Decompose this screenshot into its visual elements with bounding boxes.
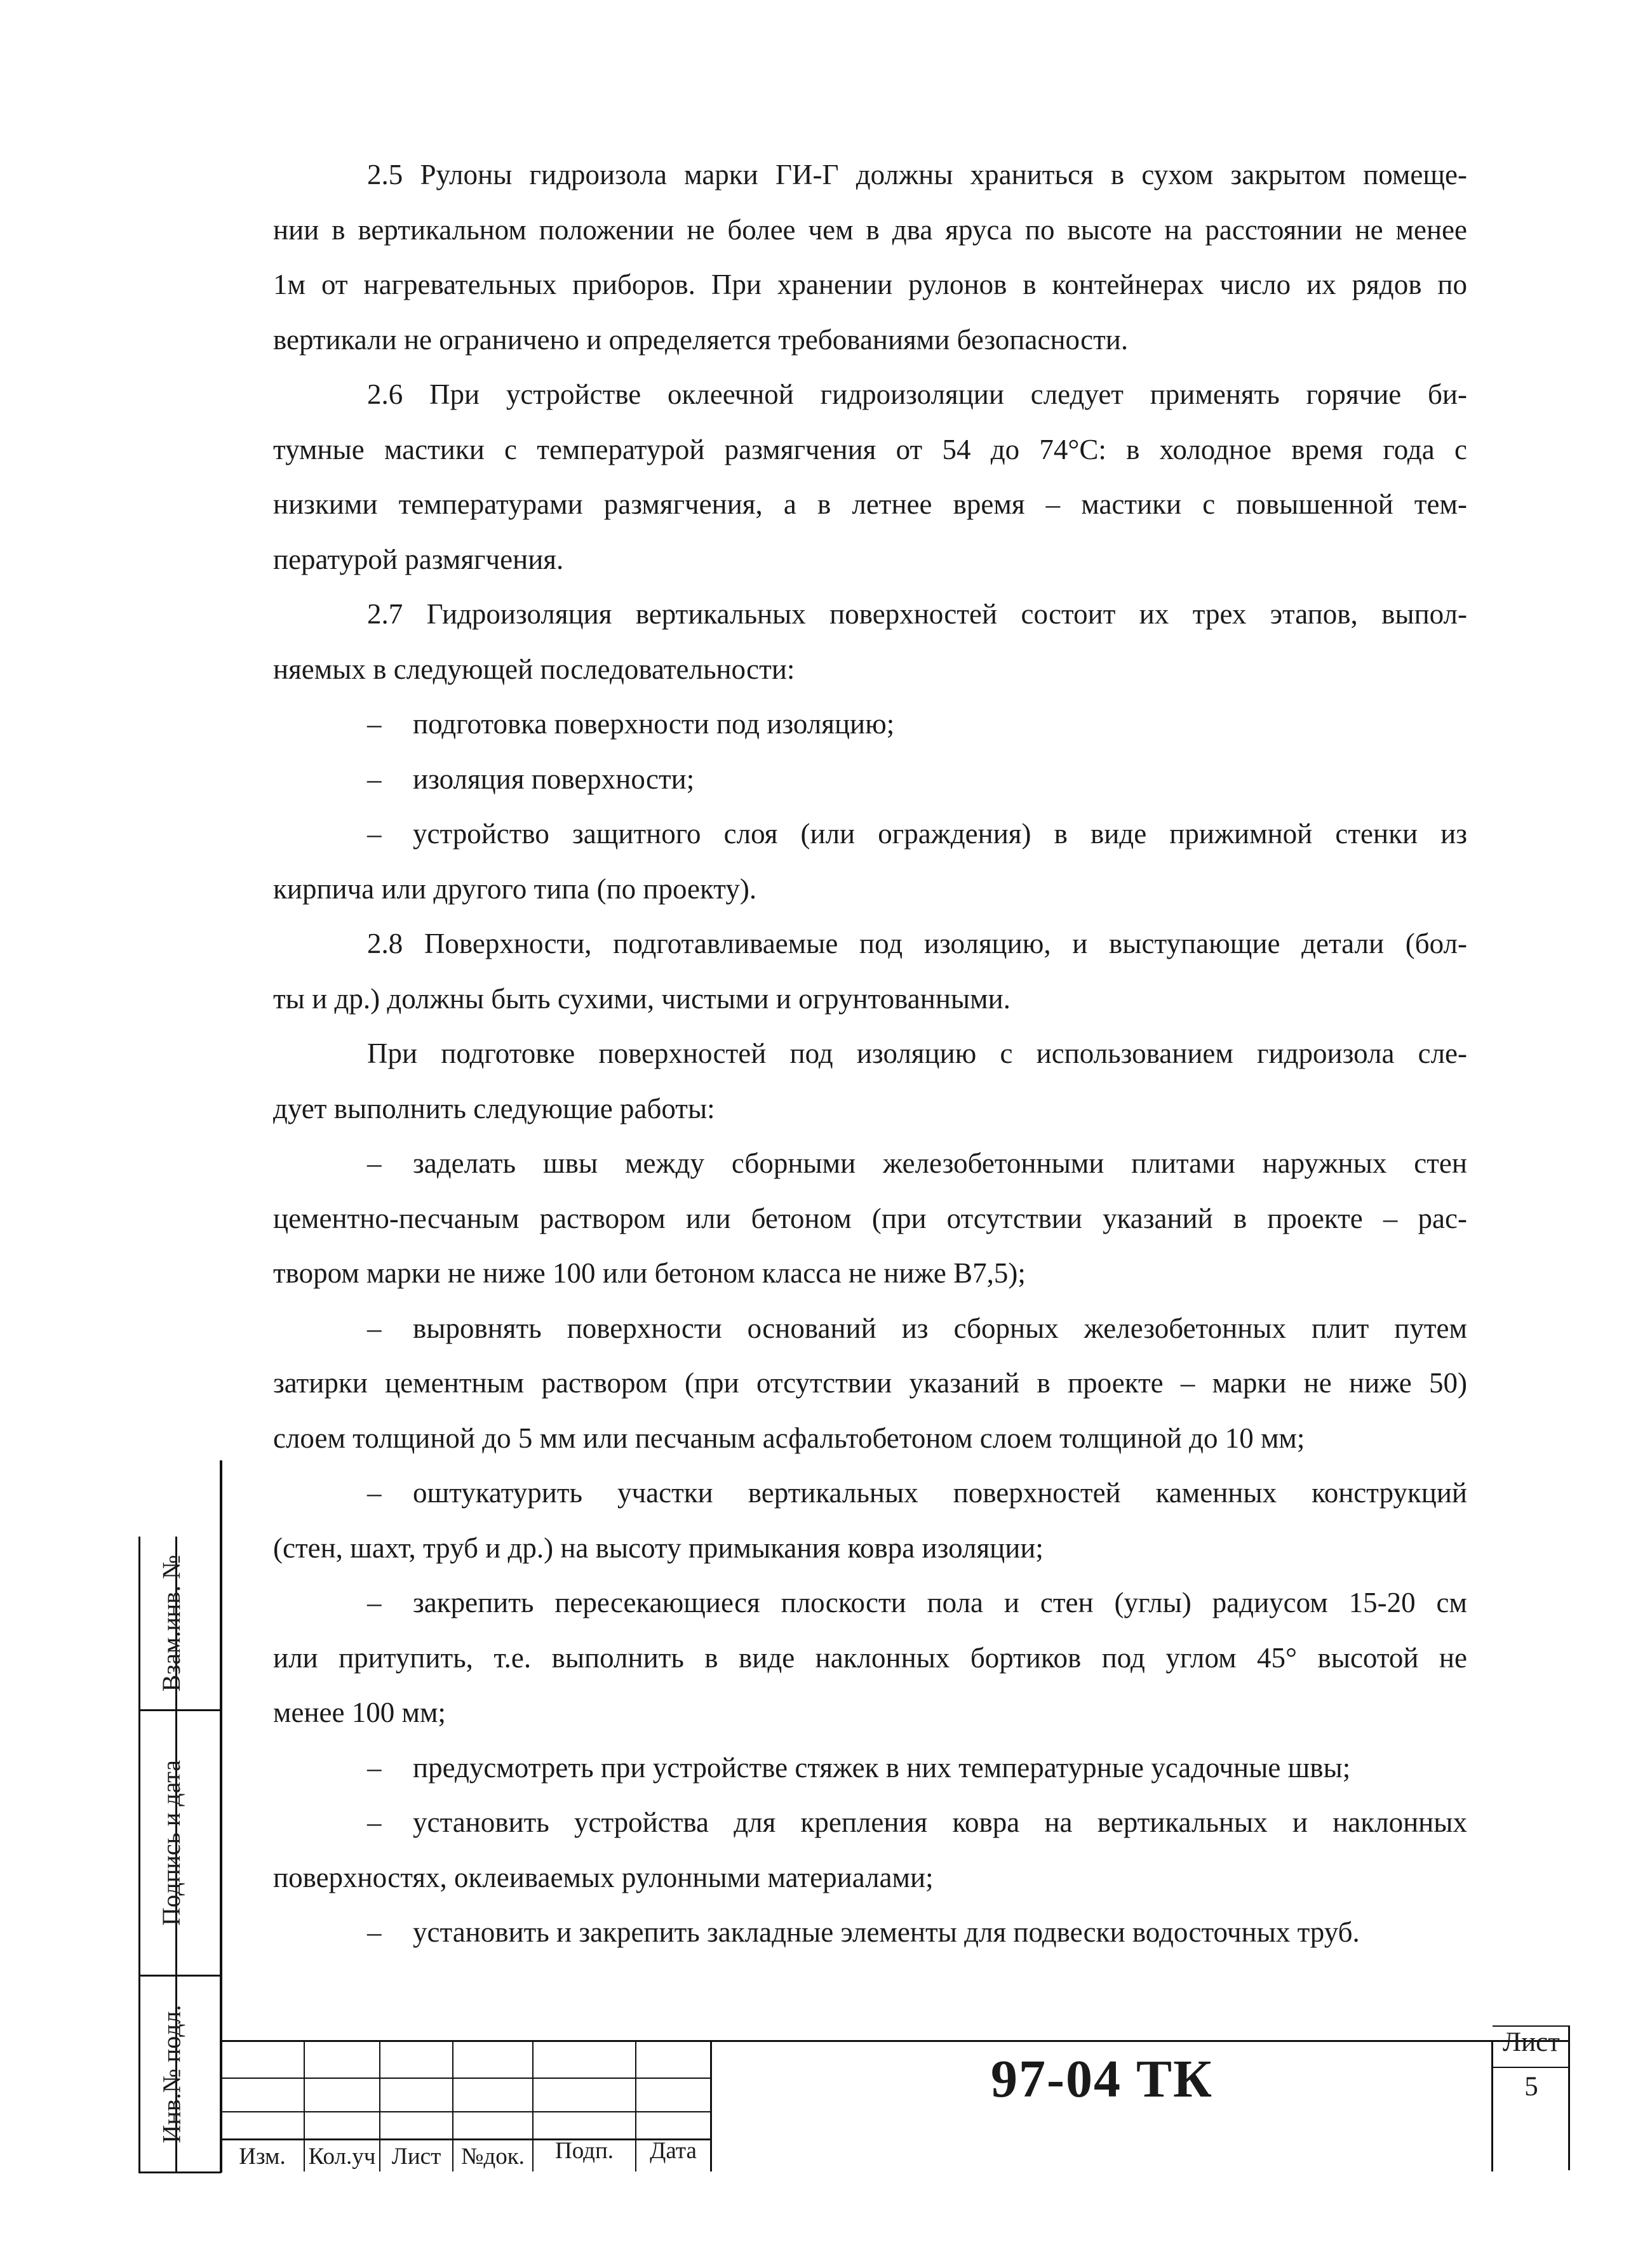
sheet-number: 5 bbox=[1524, 2072, 1538, 2102]
margin-bottom bbox=[138, 2171, 221, 2173]
signature-date-cell bbox=[138, 1711, 220, 1975]
paragraph-line: При подготовке поверхностей под изоляцию с использованием гидроизола сле- bbox=[367, 1037, 1467, 1069]
list-item-line bbox=[273, 1575, 1467, 1631]
list-item-line: затирки цементным раствором (при отсутствии указаний в проекте – марки не ниже 50) bbox=[273, 1367, 1467, 1399]
dash-bullet: – bbox=[367, 818, 382, 850]
paragraph-line: пературой размягчения. bbox=[273, 543, 564, 575]
list-item-line bbox=[273, 1136, 1467, 1191]
paragraph-line: 2.6 При устройстве оклеечной гидроизоляции следует применять горячие би- bbox=[367, 378, 1467, 410]
list-item-text: установить устройства для крепления ковра на вертикальных и наклонных bbox=[413, 1806, 1467, 1838]
paragraph-line: 2.7 Гидроизоляция вертикальных поверхностей состоит их трех этапов, выпол- bbox=[367, 598, 1467, 630]
list-item-text: выровнять поверхности оснований из сборных железобетонных плит путем bbox=[413, 1312, 1467, 1344]
list-item-line: твором марки не ниже 100 или бетоном класса не ниже В7,5); bbox=[273, 1257, 1026, 1289]
dash-bullet: – bbox=[367, 1587, 382, 1618]
list-item-text: устройство защитного слоя (или ограждения) в виде прижимной стенки из bbox=[413, 818, 1467, 850]
list-item-text: заделать швы между сборными железобетонными плитами наружных стен bbox=[413, 1147, 1467, 1179]
dash-bullet: – bbox=[367, 1147, 382, 1179]
list-item-line: кирпича или другого типа (по проекту). bbox=[273, 872, 757, 905]
dash-bullet: – bbox=[367, 708, 382, 740]
list-item-line: поверхностях, оклеиваемых рулонными материалами; bbox=[273, 1861, 934, 1893]
col-kol-uch: Кол.уч bbox=[308, 2144, 376, 2170]
list-item-line: или притупить, т.е. выполнить в виде наклонных бортиков под углом 45° высотой не bbox=[273, 1641, 1467, 1674]
list-item-line bbox=[273, 806, 1467, 862]
list-item-text: подготовка поверхности под изоляцию; bbox=[413, 708, 895, 740]
paragraph-line: ты и др.) должны быть сухими, чистыми и огрунтованными. bbox=[273, 982, 1010, 1015]
list-item-line bbox=[273, 1740, 1467, 1796]
col-list: Лист bbox=[391, 2144, 441, 2170]
list-item-text: изоляция поверхности; bbox=[413, 763, 695, 795]
paragraph-line: няемых в следующей последовательности: bbox=[273, 653, 795, 685]
paragraph-line: дует выполнить следующие работы: bbox=[273, 1092, 715, 1124]
paragraph-line: низкими температурами размягчения, а в летнее время – мастики с повышенной тем- bbox=[273, 488, 1467, 520]
list-item-text: предусмотреть при устройстве стяжек в них температурные усадочные швы; bbox=[413, 1751, 1351, 1784]
list-item-text: оштукатурить участки вертикальных поверхностей каменных конструкций bbox=[413, 1477, 1467, 1509]
margin-line-right bbox=[220, 1460, 222, 2173]
col-podp: Подп. bbox=[554, 2138, 614, 2164]
dash-bullet: – bbox=[367, 1916, 382, 1948]
signature-date-label: Подпись и дата bbox=[157, 1759, 186, 1926]
list-item-line bbox=[273, 1795, 1467, 1850]
col-data: Дата bbox=[650, 2138, 697, 2164]
dash-bullet: – bbox=[367, 1312, 382, 1344]
dash-bullet: – bbox=[367, 1751, 382, 1784]
dash-bullet: – bbox=[367, 1477, 382, 1509]
paragraph-line: 1м от нагревательных приборов. При хранении рулонов в контейнерах число их рядов по bbox=[273, 269, 1467, 300]
col-izm: Изм. bbox=[239, 2144, 286, 2170]
dash-bullet: – bbox=[367, 1806, 382, 1838]
list-item-line: слоем толщиной до 5 мм или песчаным асфальтобетоном слоем толщиной до 10 мм; bbox=[273, 1422, 1305, 1454]
document-code: 97-04 ТК bbox=[991, 2050, 1213, 2109]
paragraph-line: вертикали не ограничено и определяется требованиями безопасности. bbox=[273, 323, 1129, 356]
paragraph-line: 2.8 Поверхности, подготавливаемые под изоляцию, и выступающие детали (бол- bbox=[367, 928, 1467, 959]
list-item-line bbox=[273, 1905, 1467, 1960]
list-item-line: менее 100 мм; bbox=[273, 1697, 446, 1728]
sheet-label: Лист bbox=[1502, 2027, 1561, 2057]
dash-bullet: – bbox=[367, 763, 382, 795]
original-inv-label: Инв.№ подл. bbox=[157, 2005, 186, 2144]
original-inv-cell bbox=[138, 1977, 220, 2171]
paragraph-line: 2.5 Рулоны гидроизола марки ГИ-Г должны храниться в сухом закрытом помеще- bbox=[367, 159, 1467, 190]
body-text bbox=[273, 147, 1467, 1960]
list-item-text: закрепить пересекающиеся плоскости пола и стен (углы) радиусом 15-20 см bbox=[413, 1587, 1467, 1618]
replaced-inv-label: Взам.инв. № bbox=[157, 1554, 186, 1691]
replaced-inv-cell bbox=[138, 1537, 220, 1709]
list-item-line: цементно-песчаным раствором или бетоном (при отсутствии указаний в проекте – рас- bbox=[273, 1202, 1467, 1234]
list-item-line bbox=[273, 1465, 1467, 1521]
list-item-line bbox=[273, 752, 1467, 807]
col-ndok: №док. bbox=[461, 2144, 525, 2170]
list-item-line bbox=[273, 1301, 1467, 1356]
paragraph-line: нии в вертикальном положении не более чем в два яруса по высоте на расстоянии не менее bbox=[273, 213, 1467, 246]
list-item-line bbox=[273, 697, 1467, 752]
paragraph-line: тумные мастики с температурой размягчения от 54 до 74°С: в холодное время года с bbox=[273, 433, 1467, 465]
list-item-line: (стен, шахт, труб и др.) на высоту примыкания ковра изоляции; bbox=[273, 1531, 1044, 1564]
list-item-text: установить и закрепить закладные элементы для подвески водосточных труб. bbox=[413, 1916, 1360, 1948]
